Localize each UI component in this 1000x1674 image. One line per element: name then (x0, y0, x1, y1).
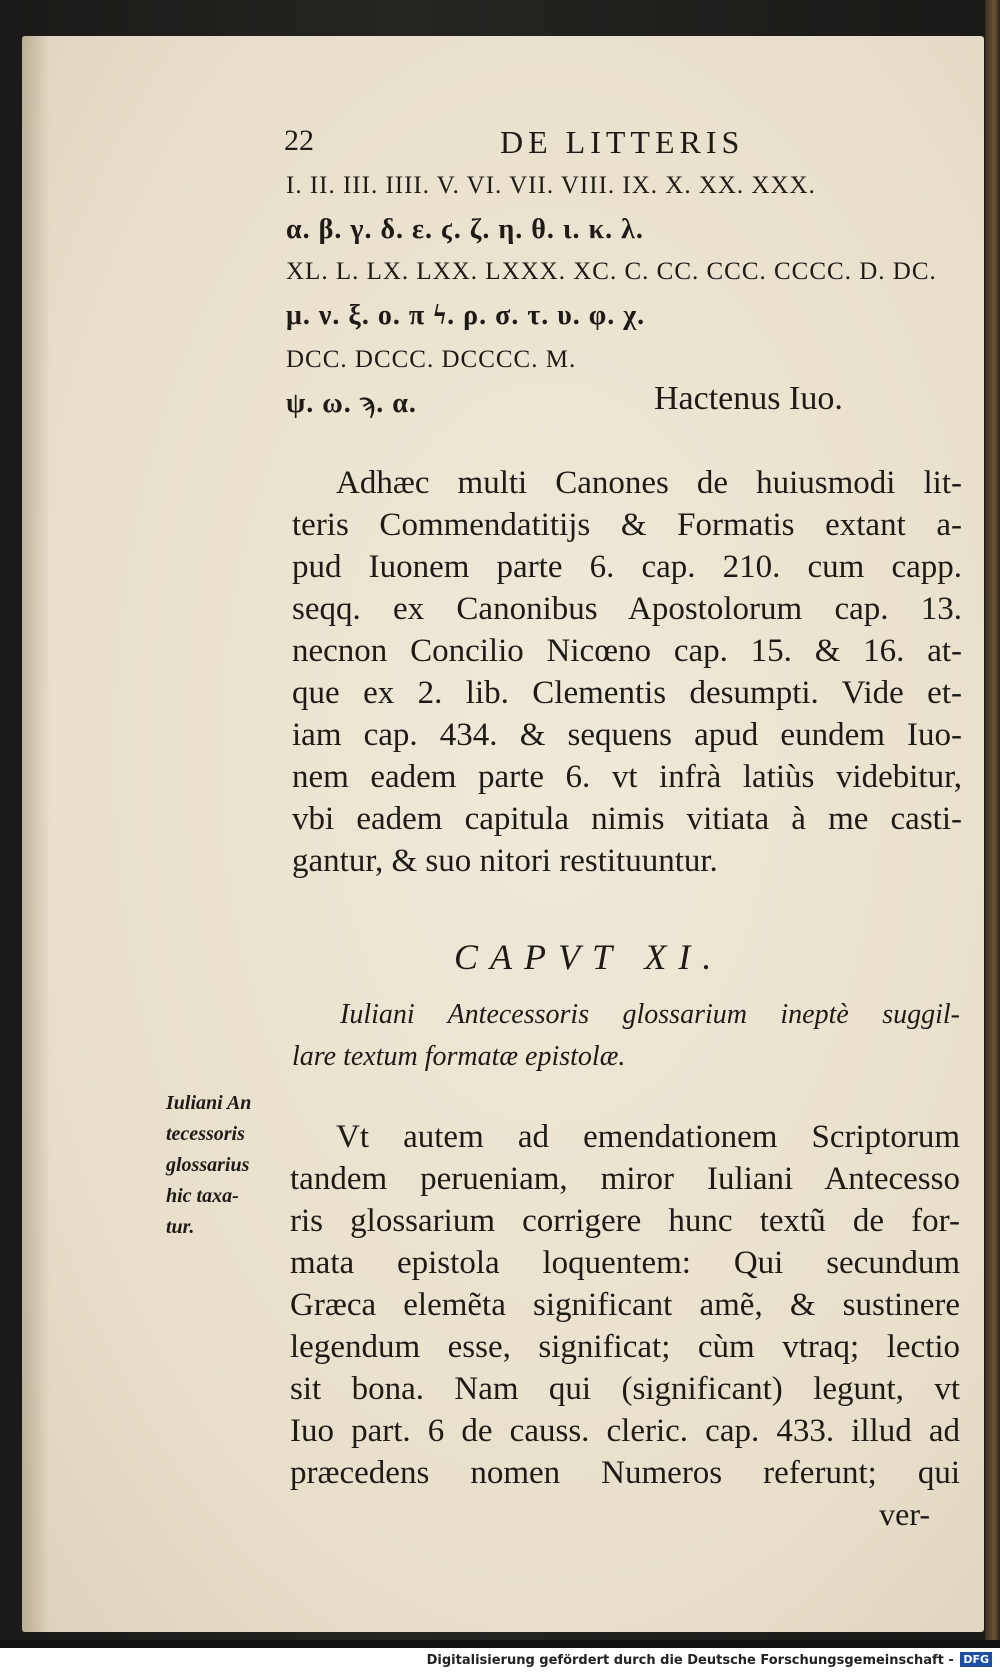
margin-line: tecessoris (166, 1123, 245, 1145)
text-line: Iuo part. 6 de causs. cleric. cap. 433. illud ad (290, 1413, 960, 1449)
hactenus-text: Hactenus Iuo. (654, 380, 843, 417)
numeral-row-4: μ. ν. ξ. ο. π ϟ. ρ. σ. τ. υ. φ. χ. (286, 300, 646, 331)
margin-line: hic taxa- (166, 1185, 239, 1207)
text-line: teris Commendatitijs & Formatis extant a- (292, 507, 962, 543)
summary-line: Iuliani Antecessoris glossarium ineptè suggil- (340, 999, 960, 1030)
numeral-row-2: α. β. γ. δ. ε. ϛ. ζ. η. θ. ι. κ. λ. (286, 214, 644, 245)
footer-bar (0, 1648, 1000, 1674)
text-line: tandem perueniam, miror Iuliani Antecesso (290, 1161, 960, 1197)
text-line: legendum esse, significat; cùm vtraq; lectio (290, 1329, 960, 1365)
numeral-row-1: I. II. III. IIII. V. VI. VII. VIII. IX. X. XX. XXX. (286, 172, 816, 199)
page-header (22, 124, 984, 164)
margin-note (166, 1088, 286, 1243)
text-line: ris glossarium corrigere hunc textũ de for- (290, 1203, 960, 1239)
funding-credit-text: Digitalisierung gefördert durch die Deutsche Forschungsgemeinschaft - (426, 1653, 954, 1668)
text-line: Græca elemẽta significant amẽ, & sustinere (290, 1287, 960, 1323)
text-line: seqq. ex Canonibus Apostolorum cap. 13. (292, 591, 962, 627)
margin-line: Iuliani An (166, 1092, 252, 1114)
text-line: iam cap. 434. & sequens apud eundem Iuo- (292, 717, 962, 753)
text-line: gantur, & suo nitori restituuntur. (292, 843, 718, 879)
book-page (22, 36, 984, 1632)
catchword: ver- (879, 1496, 930, 1532)
text-line: sit bona. Nam qui (significant) legunt, vt (290, 1371, 960, 1407)
margin-line: glossarius (166, 1154, 250, 1176)
text-line: præcedens nomen Numeros referunt; qui (290, 1455, 960, 1491)
funding-credit (427, 1652, 992, 1668)
text-line: nem eadem parte 6. vt infrà latiùs videbitur, (292, 759, 962, 795)
numeral-row-6: ψ. ω. ϡ. α. (286, 388, 417, 419)
dfg-logo: DFG (960, 1652, 992, 1667)
summary-line: lare textum formatæ epistolæ. (292, 1041, 626, 1072)
text-line: mata epistola loquentem: Qui secundum (290, 1245, 960, 1281)
numeral-row-3: XL. L. LX. LXX. LXXX. XC. C. CC. CCC. CCCC. D. DC. (286, 258, 937, 285)
text-line: Vt autem ad emendationem Scriptorum (336, 1119, 960, 1155)
numeral-row-5: DCC. DCCC. DCCCC. M. (286, 346, 577, 373)
text-line: pud Iuonem parte 6. cap. 210. cum capp. (292, 549, 962, 585)
page-number: 22 (284, 124, 314, 157)
text-line: vbi eadem capitula nimis vitiata à me casti- (292, 801, 962, 837)
margin-line: tur. (166, 1216, 195, 1238)
text-line: Adhæc multi Canones de huiusmodi lit- (336, 465, 962, 501)
text-line: que ex 2. lib. Clementis desumpti. Vide et- (292, 675, 962, 711)
text-line: necnon Concilio Nicœno cap. 15. & 16. at- (292, 633, 962, 669)
page-gutter-shadow (22, 36, 50, 1632)
running-title: DE LITTERIS (500, 124, 745, 160)
chapter-heading: CAPVT XI. (454, 937, 724, 977)
paragraph-1 (292, 462, 962, 882)
chapter-summary (292, 994, 960, 1078)
book-edge-right (985, 0, 1000, 1640)
paragraph-2 (290, 1116, 960, 1494)
